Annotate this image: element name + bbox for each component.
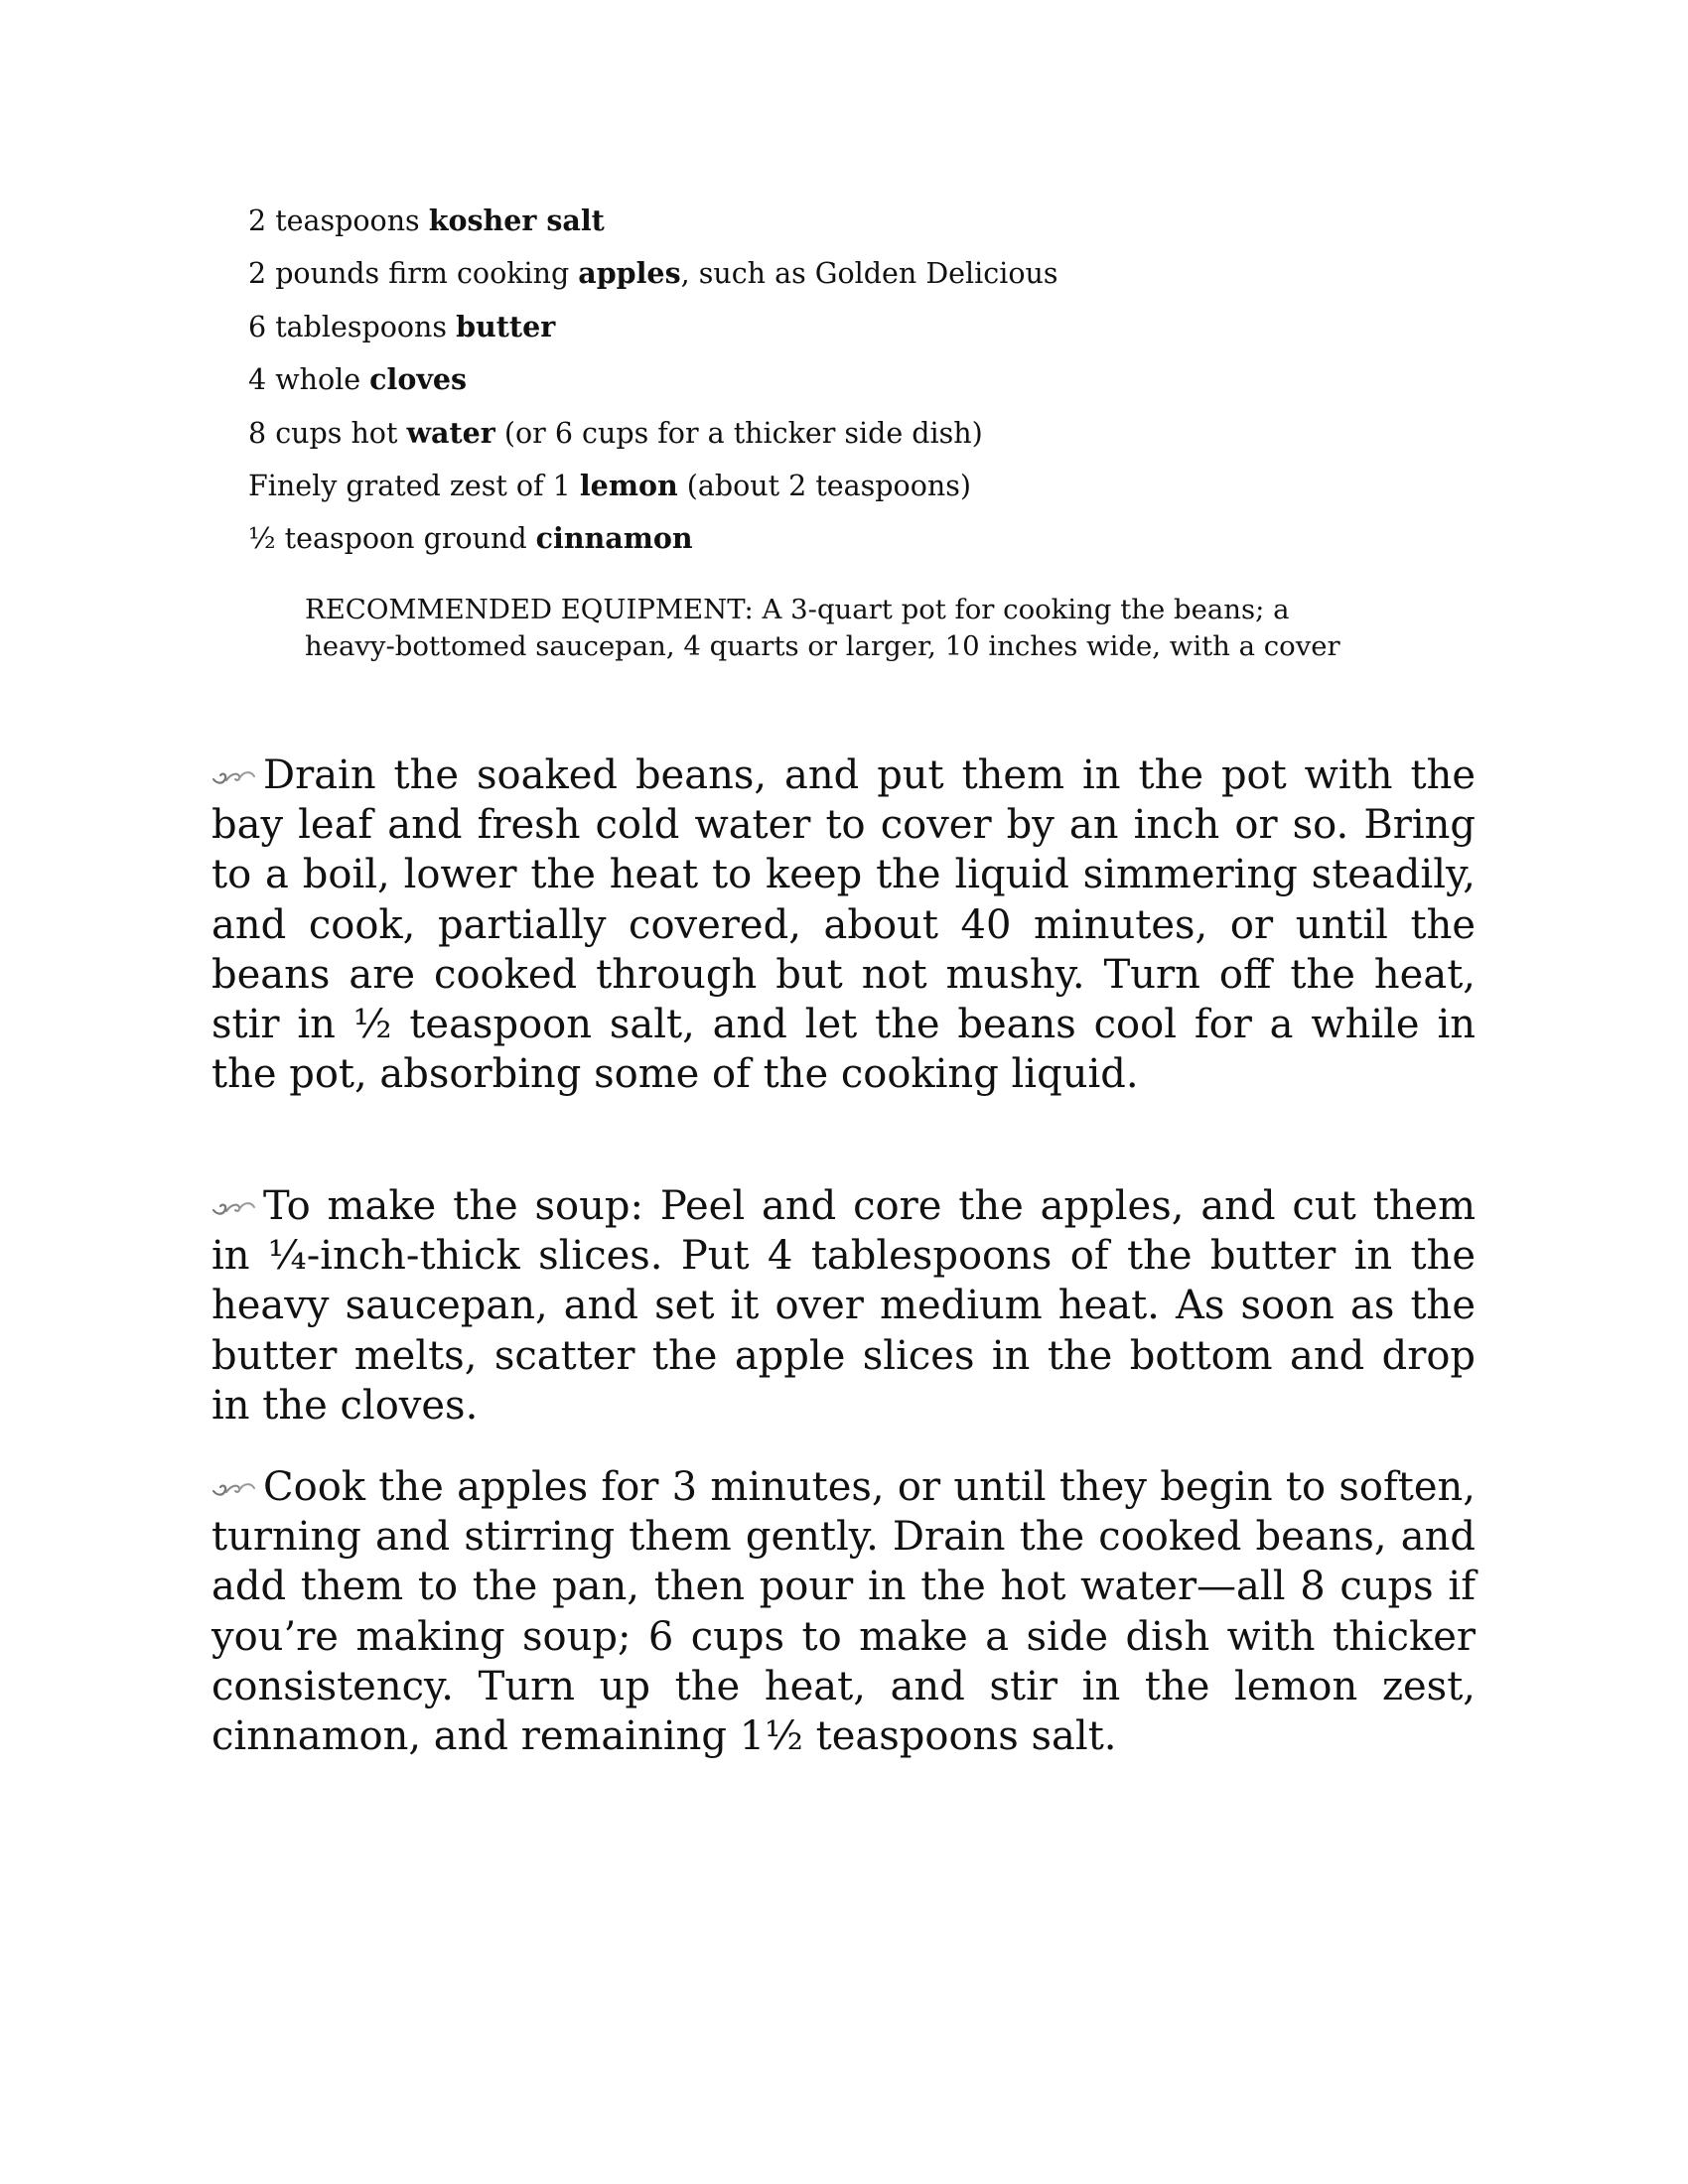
ingredient-name: apples bbox=[578, 256, 681, 291]
ingredient-name: lemon bbox=[579, 469, 678, 503]
ingredient-item: 8 cups hot water (or 6 cups for a thicker side dish) bbox=[248, 415, 983, 450]
flourish-icon bbox=[211, 1195, 257, 1217]
ingredient-name: cloves bbox=[369, 362, 468, 397]
ingredient-item: Finely grated zest of 1 lemon (about 2 teaspoons) bbox=[248, 469, 971, 503]
ingredient-name: cinnamon bbox=[535, 521, 693, 556]
ingredient-item: 4 whole cloves bbox=[248, 362, 468, 397]
instruction-step bbox=[211, 1181, 1476, 1431]
step-text: To make the soup: Peel and core the apples, and cut them in ¼-inch-thick slices. Put 4 tablespoons of the butter in the heavy saucepan, and set it over medium heat. As soon as the butter melts, scatter the apple slices in the bottom and drop in the cloves. bbox=[211, 1183, 1476, 1429]
step-text: Drain the soaked beans, and put them in the pot with the bay leaf and fresh cold water to cover by an inch or so. Bring to a boil, lower the heat to keep the liquid simmering steadily, and cook, partially covered, about 40 minutes, or until the beans are cooked through but not mushy. Turn off the heat, stir in ½ teaspoon salt, and let the beans cool for a while in the pot, absorbing some of the cooking liquid. bbox=[211, 752, 1476, 1098]
flourish-icon bbox=[211, 1476, 257, 1498]
instruction-step bbox=[211, 1462, 1476, 1761]
ingredient-name: water bbox=[406, 415, 495, 450]
ingredient-item: 6 tablespoons butter bbox=[248, 309, 556, 343]
instruction-step bbox=[211, 751, 1476, 1099]
ingredient-item: 2 teaspoons kosher salt bbox=[248, 204, 605, 237]
recommended-equipment: RECOMMENDED EQUIPMENT: A 3-quart pot for cooking the beans; a heavy-bottomed saucepan, 4 quarts or larger, 10 inches wide, with a cover bbox=[305, 594, 1340, 662]
ingredient-list bbox=[248, 195, 1440, 566]
step-text: Cook the apples for 3 minutes, or until they begin to soften, turning and stirring them gently. Drain the cooked beans, and add them to the pan, then pour in the hot water—all 8 cups if you’re making soup; 6 cups to make a side dish with thicker consistency. Turn up the heat, and stir in the lemon zest, cinnamon, and remaining 1½ teaspoons salt. bbox=[211, 1464, 1476, 1760]
ingredient-item: 2 pounds firm cooking apples, such as Golden Delicious bbox=[248, 256, 1058, 291]
ingredient-item: ½ teaspoon ground cinnamon bbox=[248, 521, 693, 556]
ingredient-name: kosher salt bbox=[428, 204, 605, 237]
flourish-icon bbox=[211, 764, 257, 786]
ingredient-name: butter bbox=[456, 309, 556, 343]
